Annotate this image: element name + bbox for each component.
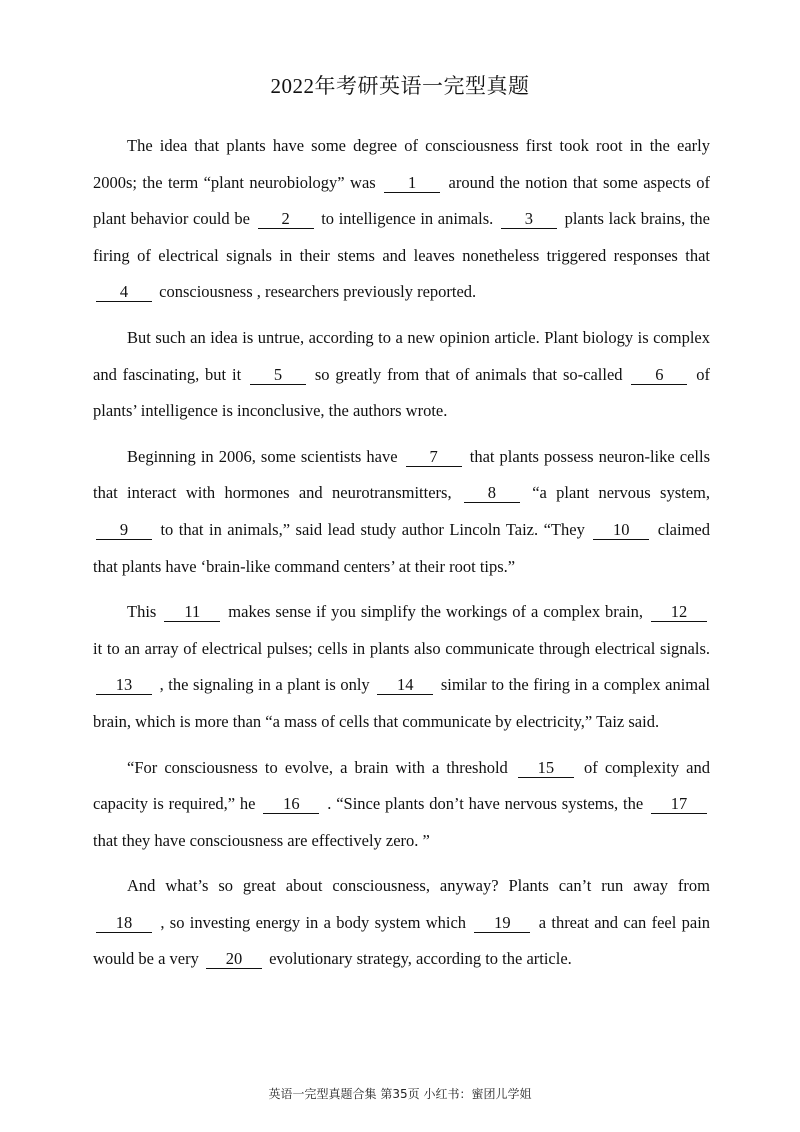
blank-8[interactable]: 8 bbox=[464, 484, 520, 503]
passage-text: claimed that plants have ‘brain-like command centers’ at their root tips.” bbox=[93, 519, 710, 576]
blank-2[interactable]: 2 bbox=[258, 210, 314, 229]
blank-13[interactable]: 13 bbox=[96, 676, 152, 695]
passage-text: “a plant nervous system, bbox=[532, 483, 710, 503]
passage-paragraph bbox=[93, 128, 710, 311]
blank-14[interactable]: 14 bbox=[377, 676, 433, 695]
blank-19[interactable]: 19 bbox=[474, 914, 530, 933]
passage-text: it to an array of electrical pulses; cells in plants also communicate through electrical signals. bbox=[93, 638, 710, 658]
passage-text: But such an idea is untrue, according to a new opinion article. Plant biology is complex and fascinating, but it bbox=[93, 327, 710, 384]
blank-15[interactable]: 15 bbox=[518, 759, 574, 778]
blank-11[interactable]: 11 bbox=[164, 603, 220, 622]
passage-text: of plants’ intelligence is inconclusive, the authors wrote. bbox=[93, 364, 711, 421]
blank-5[interactable]: 5 bbox=[250, 366, 306, 385]
cloze-passage bbox=[93, 128, 710, 987]
page-footer: 英语一完型真题合集 第35页 小红书：蜜团儿学姐 bbox=[268, 1087, 532, 1101]
passage-text: of complexity and capacity is required,” he bbox=[93, 757, 711, 814]
passage-text: that they have consciousness are effectively zero. ” bbox=[93, 830, 430, 850]
passage-paragraph bbox=[93, 439, 710, 585]
passage-text: plants lack brains, the firing of electrical signals in their stems and leaves nonetheless triggered responses that bbox=[93, 209, 711, 265]
passage-paragraph bbox=[93, 594, 710, 740]
passage-text: And what’s so great about consciousness, anyway? Plants can’t run away from bbox=[127, 876, 710, 896]
passage-paragraph bbox=[93, 750, 710, 860]
blank-9[interactable]: 9 bbox=[96, 521, 152, 540]
passage-text: that plants possess neuron-like cells that interact with hormones and neurotransmitters, bbox=[93, 446, 710, 503]
blank-3[interactable]: 3 bbox=[501, 210, 557, 229]
blank-17[interactable]: 17 bbox=[651, 795, 707, 814]
blank-20[interactable]: 20 bbox=[206, 950, 262, 969]
passage-paragraph bbox=[93, 320, 710, 430]
blank-16[interactable]: 16 bbox=[263, 795, 319, 814]
passage-text: “For consciousness to evolve, a brain with a threshold bbox=[127, 757, 508, 777]
passage-text: evolutionary strategy, according to the article. bbox=[269, 949, 572, 969]
blank-4[interactable]: 4 bbox=[96, 283, 152, 302]
passage-text: consciousness , researchers previously reported. bbox=[159, 282, 477, 302]
passage-text: , the signaling in a plant is only bbox=[159, 675, 370, 695]
passage-paragraph bbox=[93, 868, 710, 978]
passage-text: similar to the firing in a complex animal brain, which is more than “a mass of cells that communicate by electricity,” Taiz said. bbox=[93, 675, 711, 731]
passage-text: . “Since plants don’t have nervous systems, the bbox=[327, 794, 644, 814]
passage-text: so greatly from that of animals that so-called bbox=[314, 364, 623, 384]
blank-10[interactable]: 10 bbox=[593, 521, 649, 540]
passage-text: Beginning in 2006, some scientists have bbox=[127, 446, 398, 466]
blank-6[interactable]: 6 bbox=[631, 366, 687, 385]
passage-text: to that in animals,” said lead study author Lincoln Taiz. “They bbox=[160, 519, 585, 539]
passage-text: , so investing energy in a body system which bbox=[160, 912, 467, 932]
passage-text: to intelligence in animals. bbox=[321, 209, 494, 229]
passage-text: makes sense if you simplify the workings of a complex brain, bbox=[228, 602, 644, 622]
passage-text: a threat and can feel pain would be a very bbox=[93, 912, 711, 969]
blank-1[interactable]: 1 bbox=[384, 174, 440, 193]
passage-text: The idea that plants have some degree of consciousness first took root in the early 2000s; the term “plant neurobiology” was bbox=[93, 136, 710, 192]
blank-7[interactable]: 7 bbox=[406, 448, 462, 467]
page-title: 2022年考研英语一完型真题 bbox=[270, 74, 530, 98]
passage-text: around the notion that some aspects of plant behavior could be bbox=[93, 172, 711, 229]
blank-18[interactable]: 18 bbox=[96, 914, 152, 933]
blank-12[interactable]: 12 bbox=[651, 603, 707, 622]
passage-text: This bbox=[127, 602, 157, 622]
